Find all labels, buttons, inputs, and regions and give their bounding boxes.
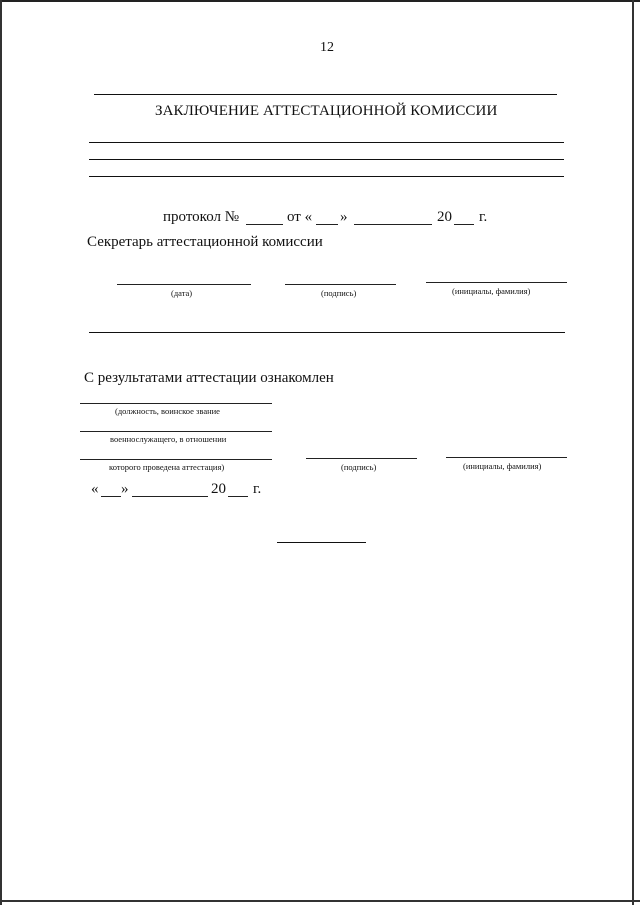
conclusion-line-2[interactable]: [89, 159, 564, 160]
end-line: [277, 542, 366, 543]
position-field-1[interactable]: [80, 403, 272, 404]
protocol-month-field[interactable]: [354, 224, 432, 225]
scan-edge-right: [632, 0, 634, 905]
secretary-initials-field[interactable]: [426, 282, 567, 283]
scan-edge-left: [0, 0, 2, 905]
secretary-date-caption: (дата): [171, 288, 193, 298]
date-quote-open: «: [91, 481, 99, 497]
protocol-day-field[interactable]: [316, 224, 338, 225]
scan-edge-top: [0, 0, 640, 2]
date-year-suffix: г.: [253, 481, 262, 497]
position-caption-1: (должность, воинское звание: [115, 406, 220, 416]
protocol-label: протокол №: [163, 209, 240, 225]
secretary-date-field[interactable]: [117, 284, 251, 285]
acquainted-initials-field[interactable]: [446, 457, 567, 458]
date-year-field[interactable]: [228, 496, 248, 497]
secretary-signature-caption: (подпись): [321, 288, 357, 298]
protocol-year-suffix: г.: [479, 209, 488, 225]
page-number: 12: [320, 40, 334, 55]
document-title: ЗАКЛЮЧЕНИЕ АТТЕСТАЦИОННОЙ КОМИССИИ: [155, 103, 498, 119]
scan-edge-bottom: [0, 900, 640, 902]
protocol-quote-close: »: [340, 209, 348, 225]
acquainted-initials-caption: (инициалы, фамилия): [463, 461, 542, 471]
date-month-field[interactable]: [132, 496, 208, 497]
position-field-2[interactable]: [80, 431, 272, 432]
acquainted-label: С результатами аттестации ознакомлен: [84, 370, 334, 386]
conclusion-line-1[interactable]: [89, 142, 564, 143]
protocol-from: от «: [287, 209, 313, 225]
separator-line: [89, 332, 565, 333]
acquainted-signature-caption: (подпись): [341, 462, 377, 472]
secretary-initials-caption: (инициалы, фамилия): [452, 286, 531, 296]
secretary-signature-field[interactable]: [285, 284, 396, 285]
date-day-field[interactable]: [101, 496, 121, 497]
protocol-year-field[interactable]: [454, 224, 474, 225]
position-field-3[interactable]: [80, 459, 272, 460]
title-top-line: [94, 94, 557, 95]
position-caption-3: которого проведена аттестация): [109, 462, 225, 472]
date-year-prefix: 20: [211, 481, 226, 497]
acquainted-signature-field[interactable]: [306, 458, 417, 459]
date-quote-close: »: [121, 481, 129, 497]
position-caption-2: военнослужащего, в отношении: [110, 434, 227, 444]
protocol-number-field[interactable]: [246, 224, 283, 225]
secretary-label: Секретарь аттестационной комиссии: [87, 234, 323, 250]
protocol-year-prefix: 20: [437, 209, 452, 225]
conclusion-line-3[interactable]: [89, 176, 564, 177]
